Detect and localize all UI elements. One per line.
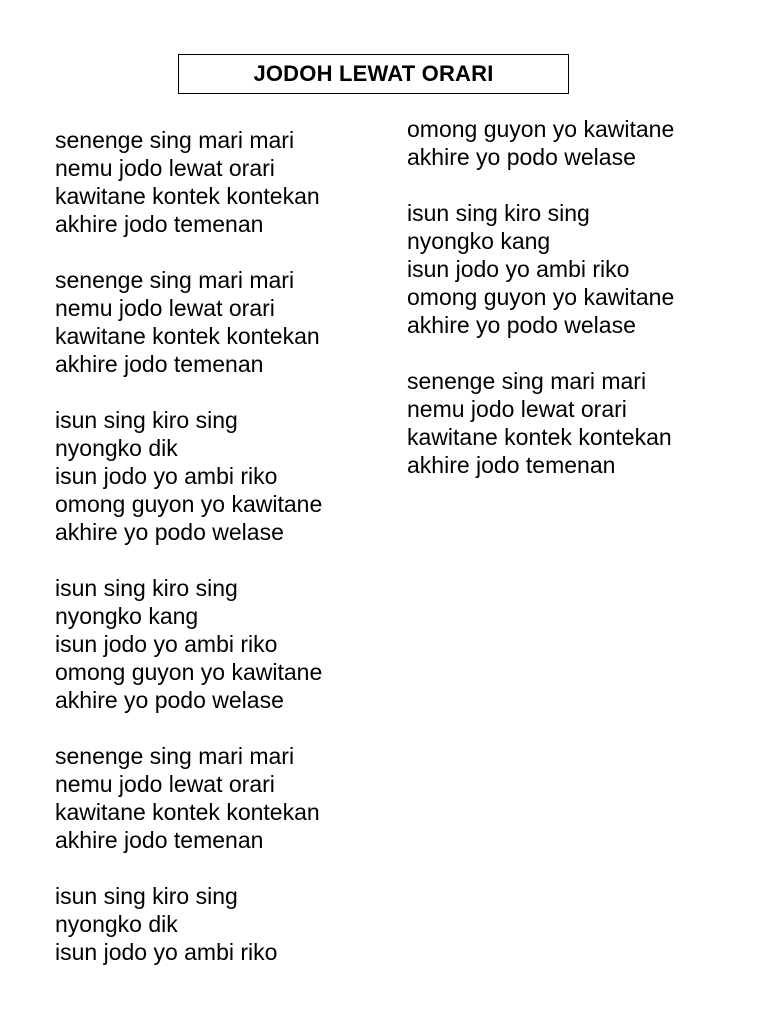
lyric-line: omong guyon yo kawitane [55, 659, 323, 685]
title-box [178, 54, 569, 94]
lyric-stanza [55, 406, 385, 546]
lyric-line: isun sing kiro sing [55, 883, 238, 909]
lyric-line: nyongko kang [407, 228, 551, 254]
lyric-line: isun sing kiro sing [407, 200, 590, 226]
lyric-line: senenge sing mari mari [55, 127, 295, 153]
lyric-line: akhire yo podo welase [55, 687, 284, 713]
lyric-stanza [407, 199, 747, 339]
lyric-line: nemu jodo lewat orari [407, 396, 627, 422]
lyrics-left-column [55, 126, 385, 994]
lyric-line: kawitane kontek kontekan [55, 323, 320, 349]
lyric-line: senenge sing mari mari [407, 368, 647, 394]
lyric-line: nyongko dik [55, 911, 178, 937]
lyric-line: isun jodo yo ambi riko [55, 631, 278, 657]
lyric-line: akhire jodo temenan [55, 827, 264, 853]
lyric-stanza [55, 126, 385, 238]
lyric-line: nemu jodo lewat orari [55, 155, 275, 181]
lyric-line: kawitane kontek kontekan [55, 183, 320, 209]
lyric-stanza [55, 882, 385, 966]
lyric-stanza [55, 266, 385, 378]
lyric-stanza [55, 574, 385, 714]
lyric-line: akhire jodo temenan [55, 211, 264, 237]
lyrics-right-column [407, 115, 747, 507]
lyric-line: nemu jodo lewat orari [55, 295, 275, 321]
lyric-line: kawitane kontek kontekan [55, 799, 320, 825]
lyric-line: akhire yo podo welase [407, 312, 636, 338]
lyric-line: nemu jodo lewat orari [55, 771, 275, 797]
lyric-line: nyongko kang [55, 603, 199, 629]
lyric-line: senenge sing mari mari [55, 743, 295, 769]
lyric-line: akhire jodo temenan [407, 452, 616, 478]
lyric-line: nyongko dik [55, 435, 178, 461]
document-title: JODOH LEWAT ORARI [253, 61, 494, 86]
lyric-stanza [407, 367, 747, 479]
lyric-line: isun sing kiro sing [55, 407, 238, 433]
lyric-line: omong guyon yo kawitane [55, 491, 323, 517]
lyric-stanza [55, 742, 385, 854]
lyric-line: isun jodo yo ambi riko [407, 256, 630, 282]
lyric-line: akhire yo podo welase [407, 144, 636, 170]
lyric-line: omong guyon yo kawitane [407, 116, 675, 142]
lyric-line: senenge sing mari mari [55, 267, 295, 293]
lyric-line: isun jodo yo ambi riko [55, 463, 278, 489]
lyric-line: akhire yo podo welase [55, 519, 284, 545]
lyric-stanza [407, 115, 747, 171]
lyric-line: akhire jodo temenan [55, 351, 264, 377]
lyric-line: omong guyon yo kawitane [407, 284, 675, 310]
lyric-line: isun sing kiro sing [55, 575, 238, 601]
lyric-line: isun jodo yo ambi riko [55, 939, 278, 965]
lyric-line: kawitane kontek kontekan [407, 424, 672, 450]
